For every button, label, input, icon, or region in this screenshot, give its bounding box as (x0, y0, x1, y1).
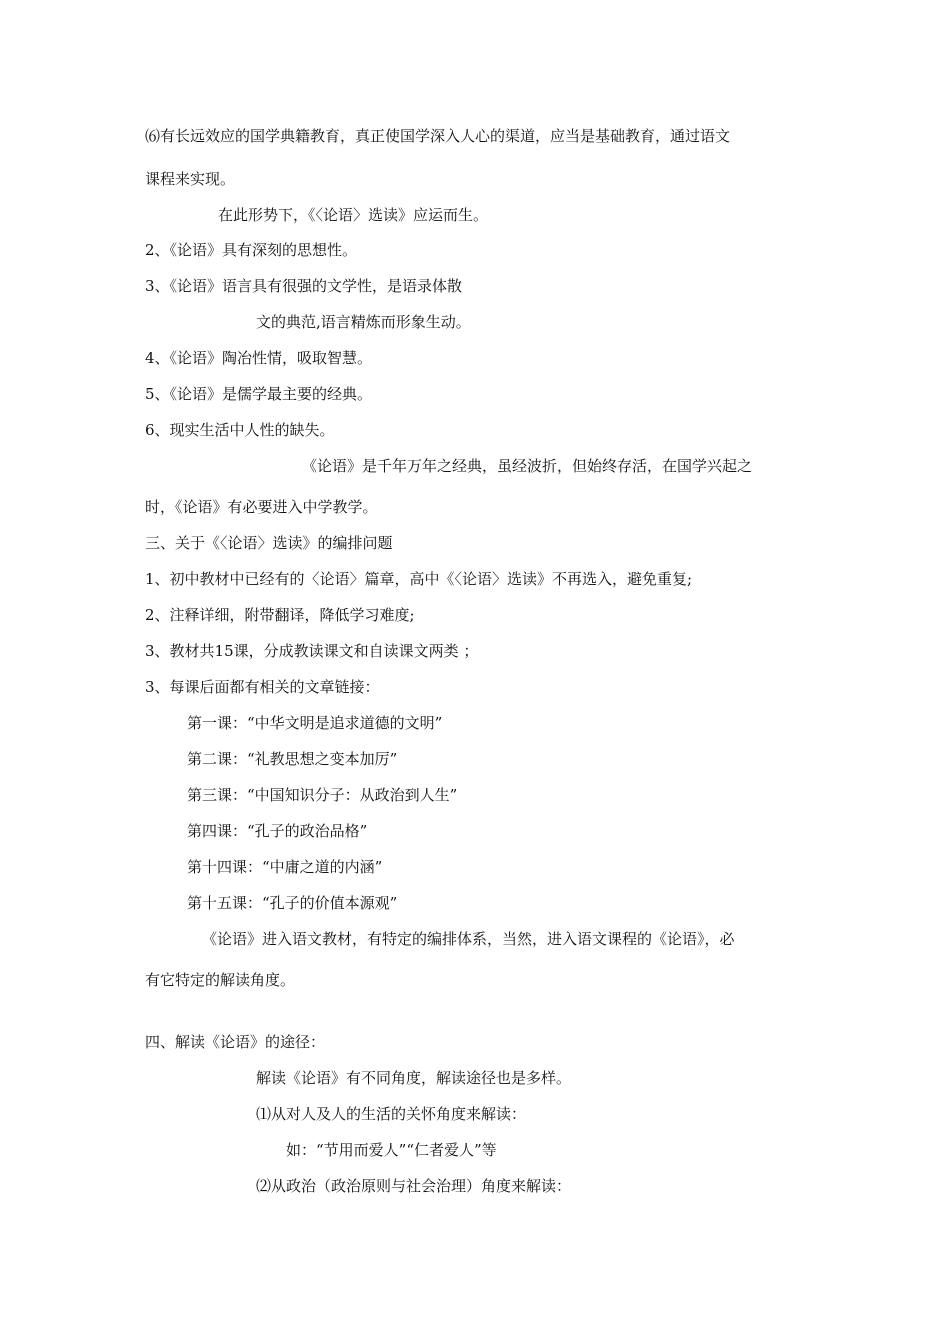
lesson-item: 第四课：“孔子的政治品格” (187, 822, 368, 840)
paragraph-line: 时，《论语》有必要进入中学教学。 (145, 498, 378, 516)
lesson-item: 第十五课：“孔子的价值本源观” (187, 894, 398, 912)
paragraph-line: 课程来实现。 (145, 170, 236, 188)
section-heading: 四、解读《论语》的途径： (145, 1033, 326, 1051)
list-item: ⑵从政治（政治原则与社会治理）角度来解读： (256, 1177, 572, 1195)
paragraph-line: 如：“节用而爱人”“仁者爱人”等 (286, 1141, 497, 1159)
list-item: 1、初中教材中已经有的〈论语〉篇章，高中《〈论语〉选读》不再选入，避免重复; (145, 570, 693, 588)
paragraph-line: 《论语》是千年万年之经典，虽经波折，但始终存活，在国学兴起之 (302, 457, 753, 475)
section-heading: 三、关于《〈论语〉选读》的编排问题 (145, 534, 393, 552)
paragraph-line: 有它特定的解读角度。 (145, 971, 296, 989)
list-item: ⑴从对人及人的生活的关怀角度来解读： (256, 1105, 527, 1123)
paragraph-line: 解读《论语》有不同角度，解读途径也是多样。 (256, 1069, 572, 1087)
list-item: 3、《论语》语言具有很强的文学性，是语录体散 (145, 277, 463, 295)
lesson-item: 第二课：“礼教思想之变本加厉” (187, 750, 398, 768)
list-item: 2、注释详细，附带翻译，降低学习难度; (145, 606, 415, 624)
list-item: 3、每课后面都有相关的文章链接： (145, 678, 380, 696)
lesson-item: 第三课：“中国知识分子：从政治到人生” (187, 786, 458, 804)
list-item: 6、现实生活中人性的缺失。 (145, 421, 335, 439)
paragraph-line: ⑹有长远效应的国学典籍教育，真正使国学深入人心的渠道，应当是基础教育，通过语文 (145, 127, 731, 145)
lesson-item: 第十四课：“中庸之道的内涵” (187, 858, 383, 876)
paragraph-line: 在此形势下，《〈论语〉选读》应运而生。 (218, 206, 489, 224)
list-item: 3、教材共15课，分成教读课文和自读课文两类 ； (145, 642, 479, 660)
list-item: 4、《论语》陶冶性情，吸取智慧。 (145, 349, 373, 367)
list-item: 5、《论语》是儒学最主要的经典。 (145, 385, 373, 403)
paragraph-line: 文的典范,语言精炼而形象生动。 (256, 313, 471, 331)
paragraph-line: 《论语》进入语文教材，有特定的编排体系，当然，进入语文课程的《论语》，必 (202, 930, 735, 948)
list-item: 2、《论语》具有深刻的思想性。 (145, 241, 358, 259)
lesson-item: 第一课：“中华文明是追求道德的文明” (187, 714, 443, 732)
